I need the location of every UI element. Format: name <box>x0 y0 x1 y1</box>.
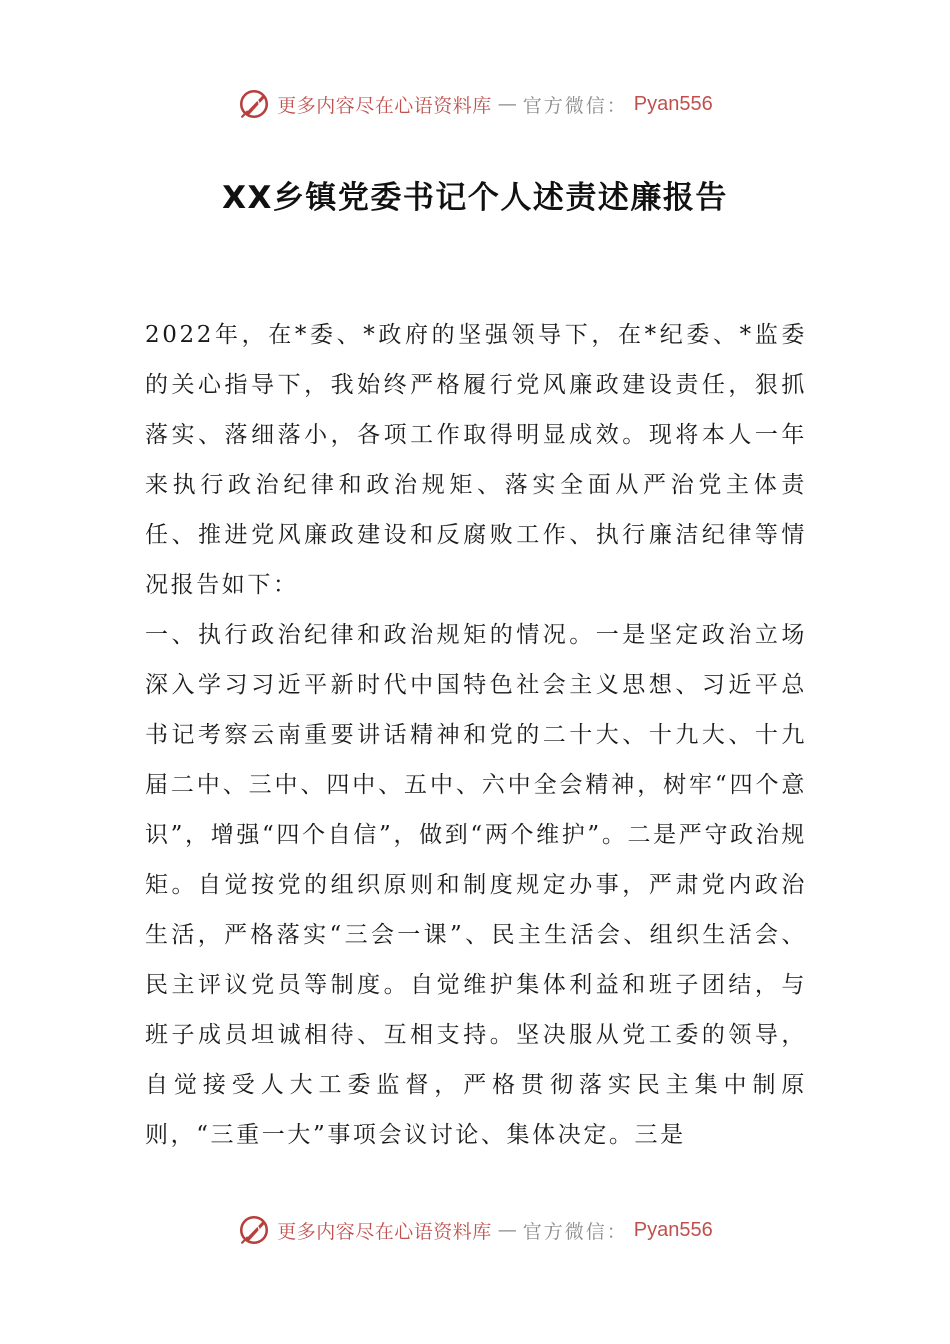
watermark-wechat-id: Pyan556 <box>633 92 713 115</box>
document-title: XX乡镇党委书记个人述责述廉报告 <box>222 180 728 216</box>
quill-logo-icon <box>237 1213 271 1247</box>
quill-logo-icon <box>237 87 271 121</box>
watermark-banner-top <box>0 84 950 124</box>
watermark-wechat-label: 官方微信： <box>522 1220 628 1243</box>
watermark-dash: — <box>497 1219 517 1241</box>
watermark-brand-text: 更多内容尽在心语资料库 <box>277 94 492 117</box>
watermark-brand-text: 更多内容尽在心语资料库 <box>277 1220 492 1243</box>
paragraph-intro: 2022年，在*委、*政府的坚强领导下，在*纪委、*监委的关心指导下，我始终严格履行党风廉政建设责任，狠抓落实、落细落小，各项工作取得明显成效。现将本人一年来执行政治纪律和政治规矩、落实全面从严治党主体责任、推进党风廉政建设和反腐败工作、执行廉洁纪律等情况报告如下： <box>145 322 807 598</box>
document-body <box>145 310 807 1160</box>
watermark-banner-bottom <box>0 1210 950 1250</box>
paragraph-section-one: 一、执行政治纪律和政治规矩的情况。一是坚定政治立场深入学习习近平新时代中国特色社会主义思想、习近平总书记考察云南重要讲话精神和党的二十大、十九大、十九届二中、三中、四中、五中、六中全会精神，树牢“四个意识”，增强“四个自信”，做到“两个维护”。二是严守政治规矩。自觉按党的组织原则和制度规定办事，严肃党内政治生活，严格落实“三会一课”、民主生活会、组织生活会、民主评议党员等制度。自觉维护集体利益和班子团结，与班子成员坦诚相待、互相支持。坚决服从党工委的领导，自觉接受人大工委监督，严格贯彻落实民主集中制原则，“三重一大”事项会议讨论、集体决定。三是 <box>145 622 807 1148</box>
watermark-wechat-id: Pyan556 <box>633 1218 713 1241</box>
watermark-dash: — <box>497 93 517 115</box>
watermark-wechat-label: 官方微信： <box>522 94 628 117</box>
